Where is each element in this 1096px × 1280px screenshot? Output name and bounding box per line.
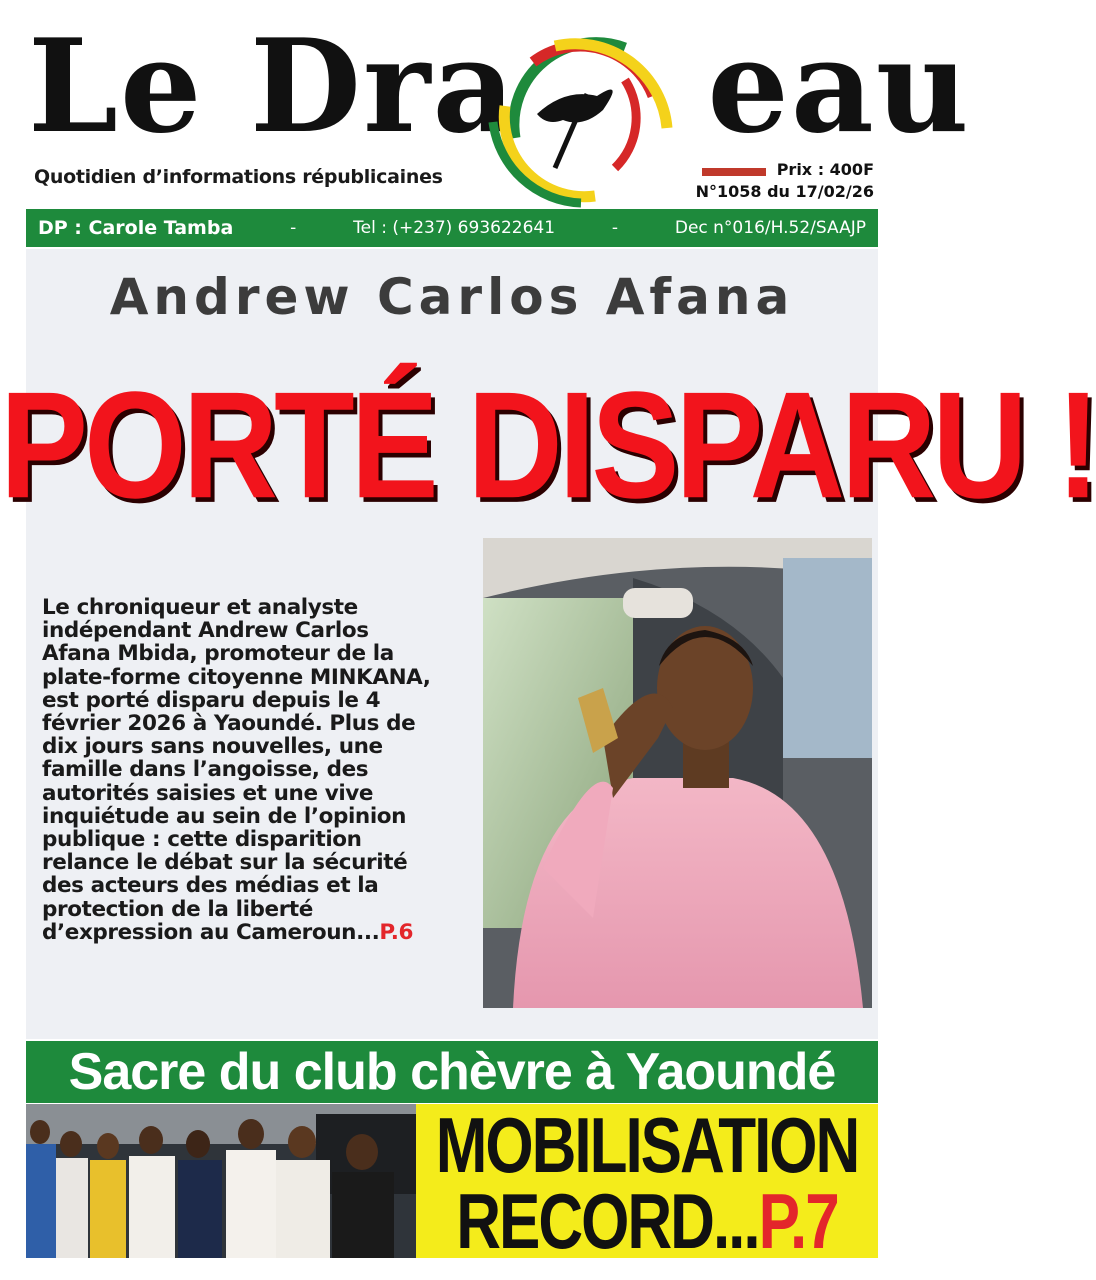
lead-paragraph bbox=[42, 596, 442, 944]
portrait-photo bbox=[483, 538, 872, 1008]
separator: - bbox=[611, 218, 619, 238]
story-kicker: Andrew Carlos Afana bbox=[109, 268, 795, 326]
flag-emblem-icon bbox=[475, 18, 675, 203]
decree: Dec n°016/H.52/SAAJP bbox=[674, 218, 866, 238]
secondary-headline-line1: MOBILISATION bbox=[435, 1103, 859, 1190]
group-photo bbox=[26, 1104, 416, 1258]
secondary-banner: Sacre du club chèvre à Yaoundé bbox=[26, 1041, 878, 1103]
logo-text-part1: Le Dra bbox=[28, 12, 518, 162]
masthead bbox=[0, 0, 971, 205]
price-accent-bar bbox=[702, 168, 766, 176]
separator: - bbox=[290, 218, 297, 238]
price: Prix : 400F bbox=[776, 160, 874, 179]
main-headline: PORTÉ DISPARU ! bbox=[0, 360, 1096, 530]
info-bar bbox=[26, 209, 878, 247]
director: DP : Carole Tamba bbox=[38, 217, 234, 239]
portrait-photo-image bbox=[483, 538, 872, 1008]
logo-text-part2: eau bbox=[707, 12, 971, 162]
page-reference: P.7 bbox=[758, 1179, 838, 1266]
secondary-headline-line2 bbox=[416, 1179, 878, 1266]
phone: Tel : (+237) 693622641 bbox=[353, 218, 556, 238]
issue-number: N°1058 du 17/02/26 bbox=[695, 182, 874, 201]
secondary-headline-box bbox=[416, 1103, 878, 1266]
secondary-headline-text: RECORD... bbox=[456, 1179, 759, 1266]
tagline: Quotidien d’informations républicaines bbox=[34, 166, 443, 188]
lead-body: Le chroniqueur et analyste indépendant Andrew Carlos Afana Mbida, promoteur de la plate-forme citoyenne MINKANA, est porté disparu depuis le 4 février 2026 à Yaoundé. Plus de dix jours sans nouvelles, une famille dans l’angoisse, des autorités saisies et une vive inquiétude au sein de l’opinion publique : cette disparition relance le débat sur la sécurité des acteurs des médias et la protection de la liberté d’expression au Cameroun... bbox=[42, 595, 431, 945]
page-reference: P.6 bbox=[379, 919, 414, 945]
group-photo-image bbox=[26, 1104, 416, 1258]
